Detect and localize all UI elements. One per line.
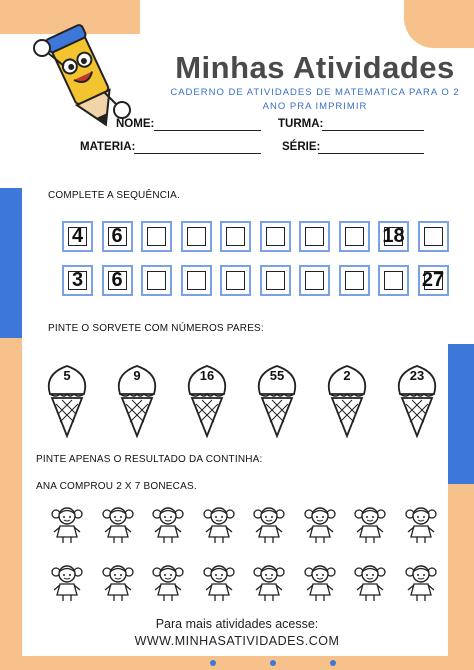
doll-item[interactable] xyxy=(353,505,387,545)
sequence-value: 4 xyxy=(68,227,87,246)
sequence-box[interactable] xyxy=(418,221,449,252)
sequence-box[interactable] xyxy=(339,265,370,296)
decorative-orange-shape xyxy=(0,338,22,658)
sequence-box[interactable] xyxy=(299,265,330,296)
icecream-cone[interactable] xyxy=(182,360,232,440)
sequence-box[interactable] xyxy=(141,221,172,252)
sequence-value xyxy=(187,271,206,290)
doll-item[interactable] xyxy=(101,563,135,603)
sequence-box[interactable] xyxy=(141,265,172,296)
icecream-number: 55 xyxy=(269,368,285,383)
sequence-value: 27 xyxy=(421,269,445,291)
icecream-cone[interactable] xyxy=(112,360,162,440)
doll-item[interactable] xyxy=(303,563,337,603)
subject-field[interactable] xyxy=(134,152,261,154)
grade-label: SÉRIE: xyxy=(282,141,321,153)
doll-item[interactable] xyxy=(353,563,387,603)
doll-item[interactable] xyxy=(303,505,337,545)
sequence-box xyxy=(102,221,133,252)
doll-item[interactable] xyxy=(50,505,84,545)
grade-field[interactable] xyxy=(318,152,424,154)
sequence-box[interactable] xyxy=(339,221,370,252)
sequence-box[interactable] xyxy=(181,265,212,296)
sequence-box[interactable] xyxy=(260,265,291,296)
doll-icon xyxy=(50,563,84,603)
sequence-value: 18 xyxy=(382,225,405,247)
doll-icon xyxy=(202,505,236,545)
doll-icon xyxy=(353,505,387,545)
sequence-box[interactable] xyxy=(260,221,291,252)
doll-icon xyxy=(151,563,185,603)
dolls-instruction: PINTE APENAS O RESULTADO DA CONTINHA: xyxy=(36,454,263,465)
doll-icon xyxy=(202,563,236,603)
sequence-box xyxy=(378,221,409,252)
sequence-value xyxy=(266,271,285,290)
page-subtitle: CADERNO DE ATIVIDADES DE MATEMATICA PARA O 2 ANO PRA IMPRIMIR xyxy=(170,87,460,112)
icecream-number: 23 xyxy=(409,368,425,383)
doll-icon xyxy=(353,563,387,603)
name-label: NOME: xyxy=(116,118,155,130)
icecream-cone[interactable] xyxy=(252,360,302,440)
sequence-value: 3 xyxy=(68,271,87,290)
doll-item[interactable] xyxy=(404,563,438,603)
sequence-box xyxy=(418,265,449,296)
doll-item[interactable] xyxy=(202,505,236,545)
doll-icon xyxy=(404,563,438,603)
doll-item[interactable] xyxy=(252,505,286,545)
icecream-number: 9 xyxy=(133,368,141,383)
sequence-value: 6 xyxy=(108,227,127,246)
icecream-cone[interactable] xyxy=(42,360,92,440)
doll-icon xyxy=(50,505,84,545)
decorative-orange-shape xyxy=(404,0,474,48)
decorative-blue-shape xyxy=(0,188,22,338)
decorative-dot xyxy=(270,660,276,666)
icecream-instruction: PINTE O SORVETE COM NÚMEROS PARES: xyxy=(48,323,264,334)
sequence-value xyxy=(187,227,206,246)
dolls-problem: ANA COMPROU 2 X 7 BONECAS. xyxy=(36,481,197,492)
sequence-box xyxy=(102,265,133,296)
decorative-blue-shape xyxy=(448,344,474,484)
doll-icon xyxy=(404,505,438,545)
name-field[interactable] xyxy=(154,129,261,131)
doll-item[interactable] xyxy=(202,563,236,603)
sequence-value xyxy=(305,227,324,246)
doll-item[interactable] xyxy=(101,505,135,545)
sequence-value xyxy=(345,227,364,246)
class-label: TURMA: xyxy=(278,118,324,130)
sequence-value xyxy=(424,227,443,246)
sequence-value: 6 xyxy=(108,271,127,290)
doll-icon xyxy=(151,505,185,545)
doll-item[interactable] xyxy=(404,505,438,545)
icecream-number: 2 xyxy=(343,368,351,383)
sequence-box[interactable] xyxy=(181,221,212,252)
doll-item[interactable] xyxy=(151,563,185,603)
decorative-dot xyxy=(210,660,216,666)
icecream-cone[interactable] xyxy=(392,360,442,440)
sequence-box[interactable] xyxy=(220,265,251,296)
decorative-dot xyxy=(330,660,336,666)
sequence-value xyxy=(345,271,364,290)
sequence-value xyxy=(226,271,245,290)
sequence-value xyxy=(147,227,166,246)
footer-text: Para mais atividades acesse: xyxy=(155,617,319,631)
decorative-orange-shape xyxy=(0,656,474,670)
sequence-value xyxy=(266,227,285,246)
icecream-cone[interactable] xyxy=(322,360,372,440)
sequence-instruction: COMPLETE A SEQUÊNCIA. xyxy=(48,190,181,201)
sequence-value xyxy=(147,271,166,290)
doll-icon xyxy=(252,505,286,545)
sequence-value xyxy=(226,227,245,246)
doll-icon xyxy=(252,563,286,603)
page-title: Minhas Atividades xyxy=(175,50,455,85)
doll-icon xyxy=(303,563,337,603)
doll-icon xyxy=(303,505,337,545)
doll-icon xyxy=(101,563,135,603)
doll-item[interactable] xyxy=(252,563,286,603)
subject-label: MATERIA: xyxy=(80,141,136,153)
sequence-box xyxy=(62,221,93,252)
icecream-number: 16 xyxy=(199,368,215,383)
doll-icon xyxy=(101,505,135,545)
sequence-box[interactable] xyxy=(299,221,330,252)
doll-item[interactable] xyxy=(50,563,84,603)
sequence-box xyxy=(62,265,93,296)
doll-item[interactable] xyxy=(151,505,185,545)
sequence-box[interactable] xyxy=(220,221,251,252)
sequence-value xyxy=(384,271,403,290)
sequence-box[interactable] xyxy=(378,265,409,296)
class-field[interactable] xyxy=(322,129,424,131)
icecream-number: 5 xyxy=(63,368,71,383)
sequence-value xyxy=(305,271,324,290)
footer-website-link[interactable]: WWW.MINHASATIVIDADES.COM xyxy=(134,634,340,648)
